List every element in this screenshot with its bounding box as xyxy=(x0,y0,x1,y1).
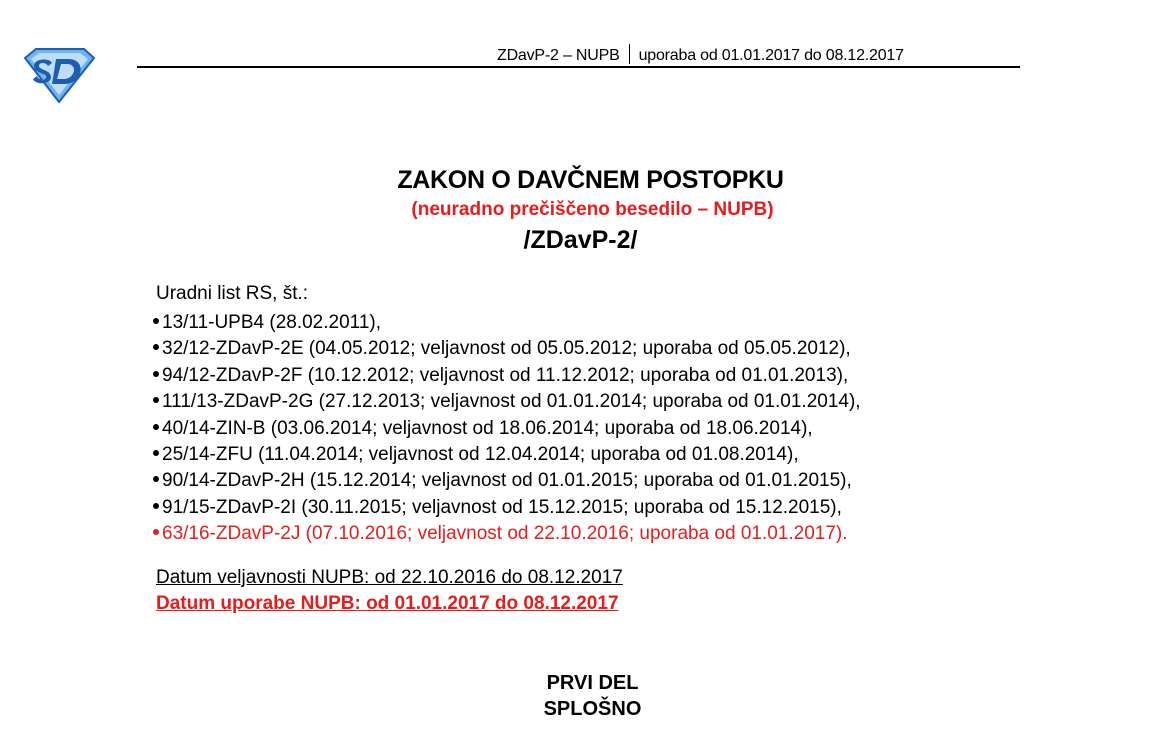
amendment-item-latest xyxy=(153,521,861,547)
amendment-text: 91/15-ZDavP-2I (30.11.2015; veljavnost od 15.12.2015; uporaba od 15.12.2015), xyxy=(162,496,842,518)
amendment-item xyxy=(153,336,861,362)
amendment-text: 25/14-ZFU (11.04.2014; veljavnost od 12.04.2014; uporaba od 01.08.2014), xyxy=(162,443,799,465)
bullet-icon xyxy=(153,529,159,535)
amendment-text: 94/12-ZDavP-2F (10.12.2012; veljavnost od 11.12.2012; uporaba od 01.01.2013), xyxy=(162,364,849,386)
amendment-text: 63/16-ZDavP-2J (07.10.2016; veljavnost od 22.10.2016; uporaba od 01.01.2017). xyxy=(162,523,848,545)
bullet-icon xyxy=(153,397,159,403)
bullet-icon xyxy=(153,344,159,350)
bullet-icon xyxy=(153,318,159,324)
header-usage-period: uporaba od 01.01.2017 do 08.12.2017 xyxy=(638,47,904,64)
bullet-icon xyxy=(153,371,159,377)
amendment-item xyxy=(153,495,861,521)
amendment-item xyxy=(153,310,861,336)
bullet-icon xyxy=(153,450,159,456)
header-rule xyxy=(137,66,1020,68)
amendment-text: 13/11-UPB4 (28.02.2011), xyxy=(162,312,381,333)
usage-date: Datum uporabe NUPB: od 01.01.2017 do 08.12.2017 xyxy=(156,593,619,614)
gazette-label: Uradni list RS, št.: xyxy=(156,283,309,304)
bullet-icon xyxy=(153,503,159,509)
part-name: SPLOŠNO xyxy=(543,698,642,720)
amendment-item xyxy=(153,442,861,468)
amendment-item xyxy=(153,468,861,494)
amendment-item xyxy=(153,363,861,389)
validity-date: Datum veljavnosti NUPB: od 22.10.2016 do 08.12.2017 xyxy=(156,567,623,588)
logo-icon xyxy=(22,46,96,104)
amendment-item xyxy=(153,389,861,415)
amendment-list xyxy=(153,310,861,548)
running-header xyxy=(497,44,904,65)
amendment-text: 32/12-ZDavP-2E (04.05.2012; veljavnost od 05.05.2012; uporaba od 05.05.2012), xyxy=(162,338,851,360)
document-title: ZAKON O DAVČNEM POSTOPKU xyxy=(397,166,784,194)
bullet-icon xyxy=(153,424,159,430)
header-doc-code: ZDavP-2 – NUPB xyxy=(497,47,620,64)
bullet-icon xyxy=(153,476,159,482)
amendment-text: 111/13-ZDavP-2G (27.12.2013; veljavnost od 01.01.2014; uporaba od 01.01.2014), xyxy=(162,391,861,413)
amendment-text: 90/14-ZDavP-2H (15.12.2014; veljavnost od 01.01.2015; uporaba od 01.01.2015), xyxy=(162,470,852,492)
header-separator xyxy=(629,44,630,64)
amendment-text: 40/14-ZIN-B (03.06.2014; veljavnost od 18.06.2014; uporaba od 18.06.2014), xyxy=(162,417,813,439)
part-heading: PRVI DEL xyxy=(546,672,639,694)
amendment-item xyxy=(153,416,861,442)
document-subtitle: (neuradno prečiščeno besedilo – NUPB) xyxy=(411,199,774,220)
document-abbreviation: /ZDavP-2/ xyxy=(523,226,638,254)
